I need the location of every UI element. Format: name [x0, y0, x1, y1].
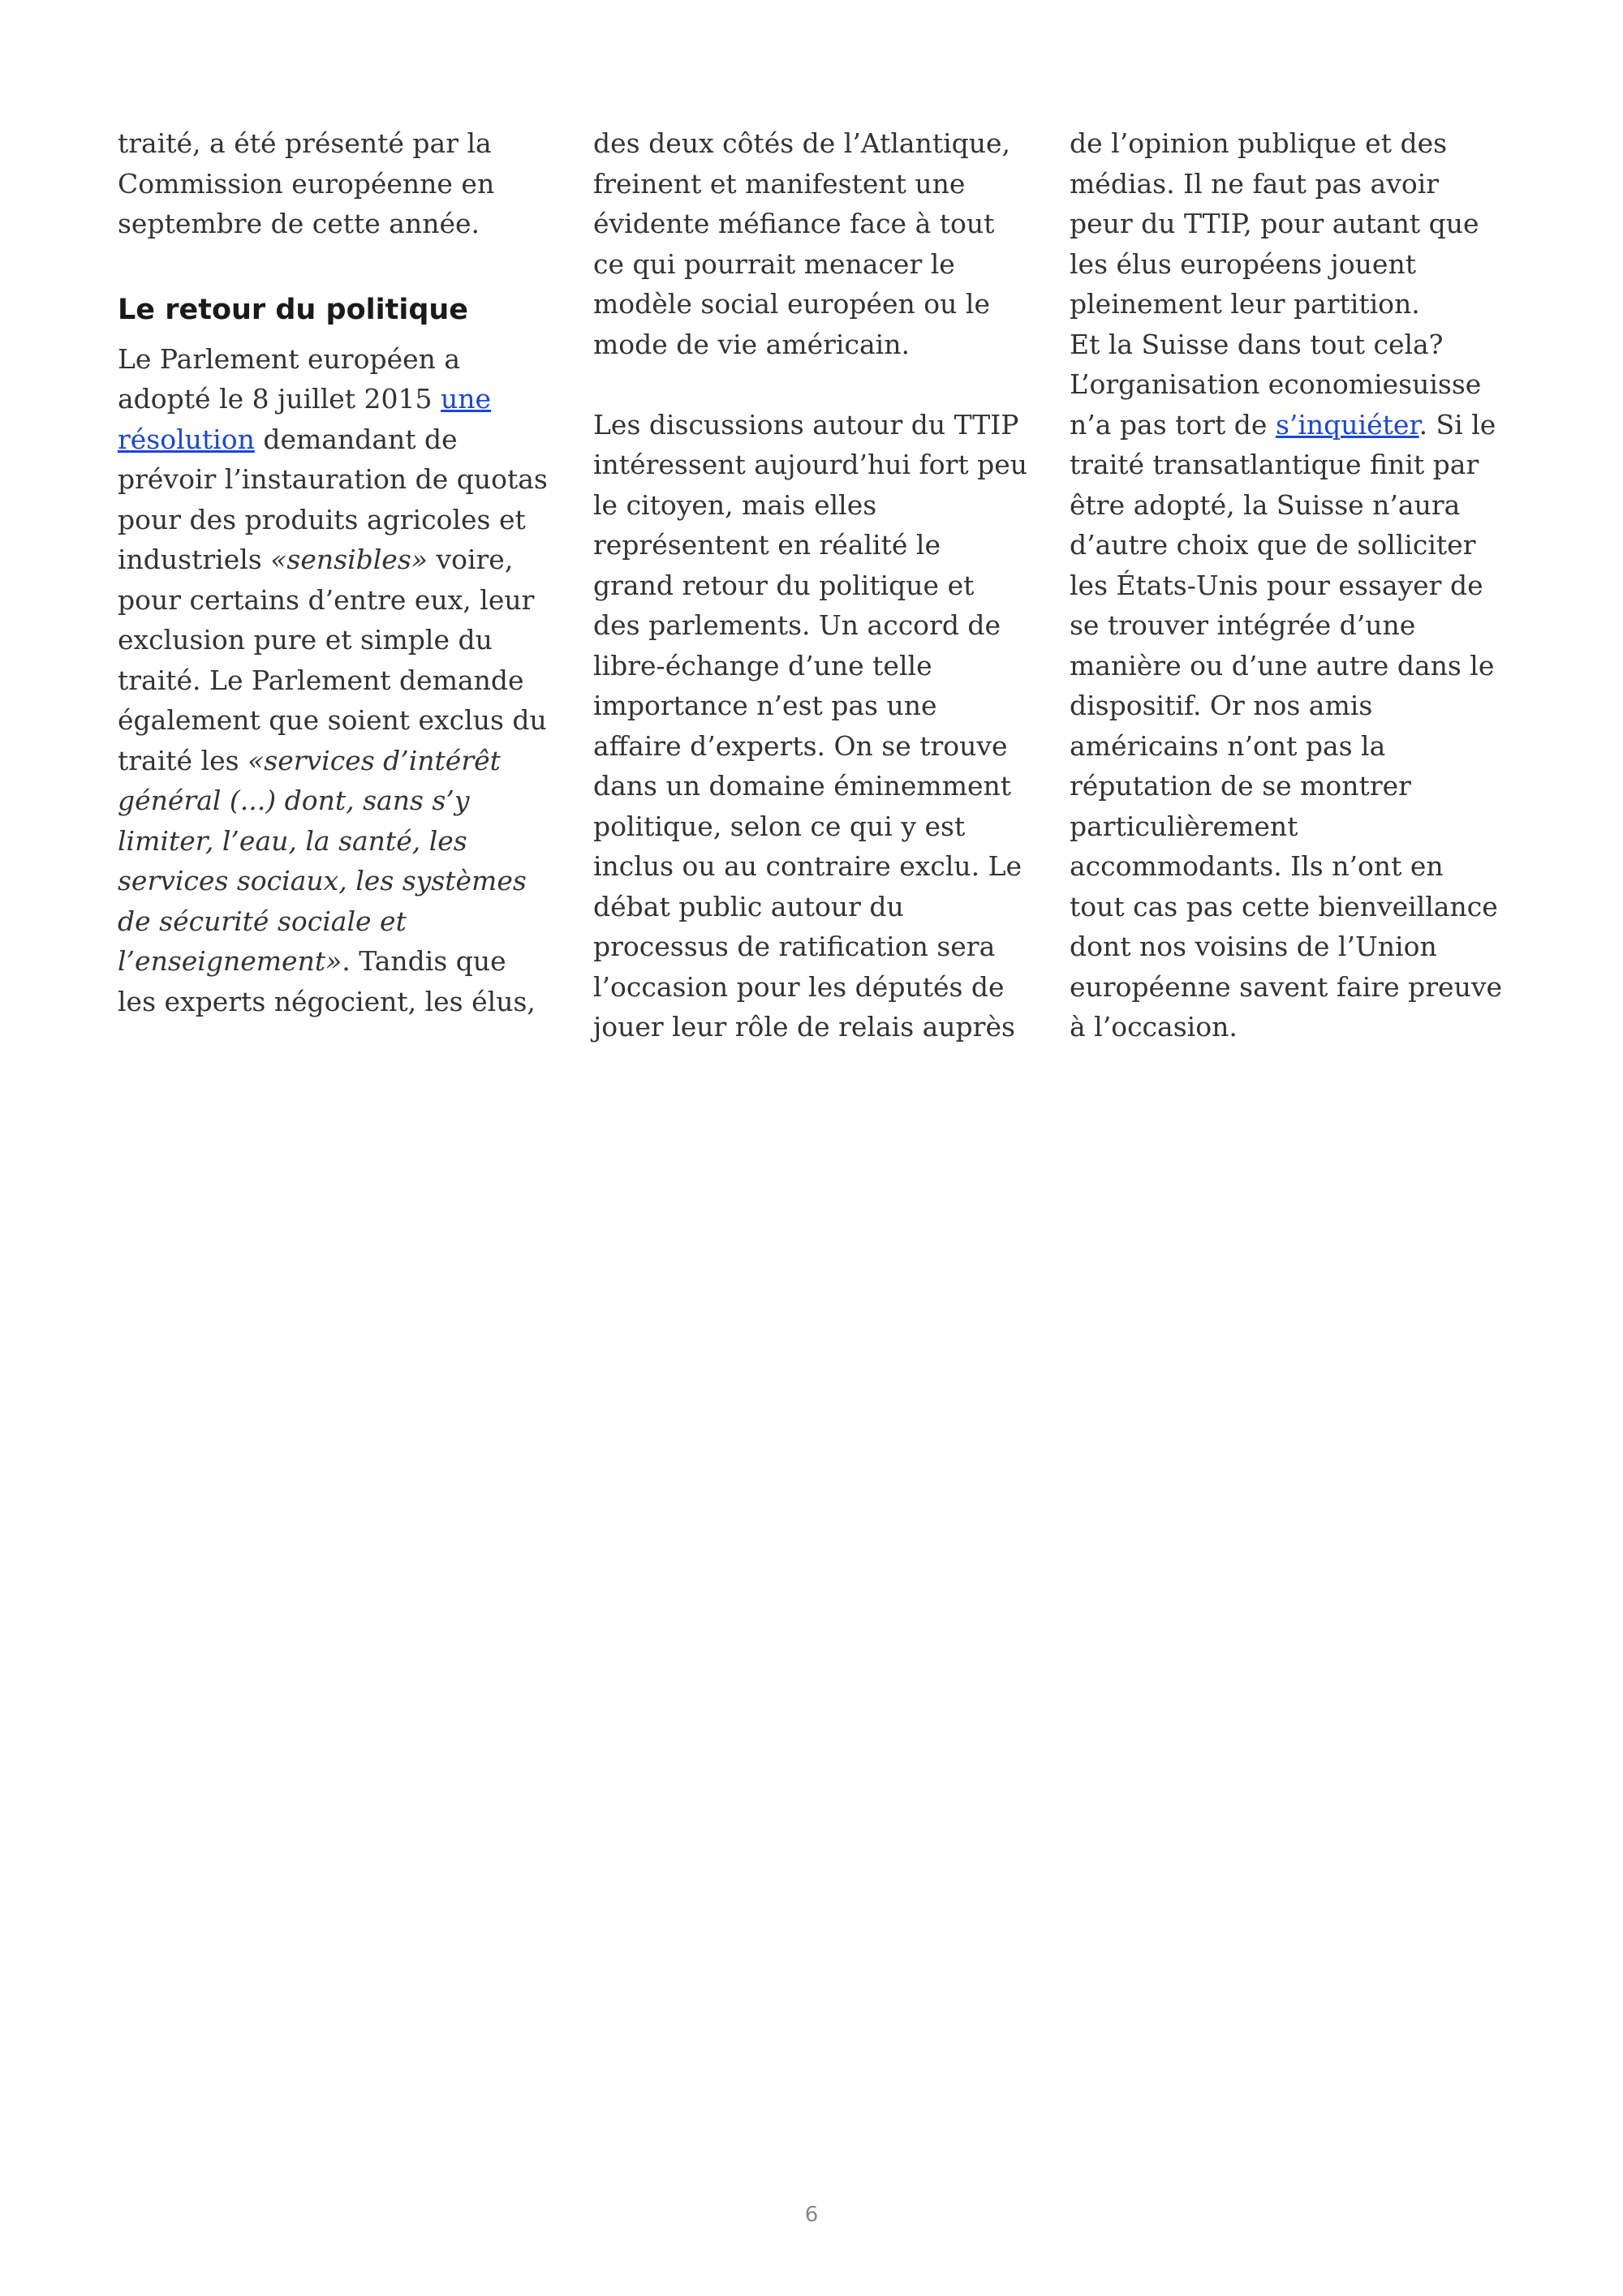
text-line: Et la Suisse dans tout cela?	[1070, 328, 1444, 360]
text-line: accommodants. Ils n’ont en	[1070, 850, 1444, 882]
text-line: pour certains d’entre eux, leur	[118, 583, 535, 616]
text-line	[118, 419, 560, 460]
text-line: dans un domaine éminemment	[593, 770, 1012, 802]
text-line	[118, 941, 560, 982]
text-line: débat public autour du	[593, 890, 904, 922]
text-line: les experts négocient, les élus,	[118, 985, 536, 1017]
text-line: l’occasion pour les députés de	[593, 970, 1005, 1003]
text-line: particulièrement	[1070, 810, 1298, 842]
text-line: processus de ratification sera	[593, 931, 996, 962]
text-line: ce qui pourrait menacer le	[593, 247, 955, 280]
text-fragment: . Tandis que	[342, 945, 506, 977]
italic-quote: l’enseignement»	[118, 945, 342, 977]
text-line: inclus ou au contraire exclu. Le	[593, 850, 1022, 882]
text-line: peur du TTIP, pour autant que	[1070, 208, 1479, 239]
text-line: pour des produits agricoles et	[118, 503, 526, 535]
text-line: politique, selon ce qui y est	[593, 810, 966, 842]
text-line: tout cas pas cette bienveillance	[1070, 890, 1498, 922]
text-line: manière ou d’une autre dans le	[1070, 649, 1495, 681]
text-line	[118, 379, 560, 419]
text-line: réputation de se montrer	[1070, 770, 1411, 802]
text-line: les élus européens jouent	[1070, 247, 1416, 280]
text-line: prévoir l’instauration de quotas	[118, 463, 548, 495]
text-line	[1070, 405, 1524, 445]
italic-quote: «services d’intérêt	[248, 744, 501, 776]
text-line: d’autre choix que de solliciter	[1070, 529, 1476, 561]
italic-quote: «sensibles»	[270, 544, 428, 575]
text-line: pleinement leur partition.	[1070, 288, 1420, 320]
text-line: européenne savent faire preuve	[1070, 970, 1503, 1003]
text-line: des parlements. Un accord de	[593, 609, 1001, 641]
text-line: médias. Il ne faut pas avoir	[1070, 167, 1440, 200]
text-line: de l’opinion publique et des	[1070, 127, 1448, 159]
paragraph-gap	[118, 244, 560, 285]
text-fragment: . Si le	[1419, 408, 1496, 441]
text-line: affaire d’experts. On se trouve	[593, 729, 1008, 762]
text-line: évidente méfiance face à tout	[593, 208, 995, 239]
text-line: freinent et manifestent une	[593, 167, 966, 200]
text-line: dispositif. Or nos amis	[1070, 690, 1373, 721]
text-line: traité. Le Parlement demande	[118, 664, 524, 696]
inquieter-link[interactable]: s’inquiéter	[1275, 408, 1419, 441]
resolution-link[interactable]: une	[441, 383, 492, 415]
text-fragment: industriels	[118, 544, 271, 575]
page-number: 6	[804, 2203, 819, 2227]
text-line	[118, 540, 560, 580]
text-line: septembre de cette année.	[118, 208, 480, 239]
text-line: grand retour du politique et	[593, 569, 975, 601]
text-line: Le Parlement européen a	[118, 342, 461, 375]
text-line: dont nos voisins de l’Union	[1070, 931, 1437, 962]
text-fragment: demandant de	[254, 423, 458, 455]
text-line: américains n’ont pas la	[1070, 729, 1386, 762]
text-line: mode de vie américain.	[593, 328, 910, 360]
text-line: importance n’est pas une	[593, 690, 937, 721]
column-3	[1070, 123, 1524, 1047]
resolution-link-continued[interactable]: résolution	[118, 423, 255, 455]
text-fragment: traité les	[118, 744, 248, 776]
italic-line: services sociaux, les systèmes	[118, 865, 527, 896]
italic-line: limiter, l’eau, la santé, les	[118, 824, 467, 857]
paragraph-gap	[593, 364, 1035, 405]
text-line: se trouver intégrée d’une	[1070, 609, 1416, 641]
text-fragment: n’a pas tort de	[1070, 408, 1276, 441]
text-line: représentent en réalité le	[593, 529, 941, 561]
column-1	[118, 123, 560, 1021]
text-line: jouer leur rôle de relais auprès	[593, 1011, 1015, 1043]
text-line: également que soient exclus du	[118, 704, 547, 736]
text-line: traité, a été présenté par la	[118, 127, 492, 159]
text-fragment: adopté le 8 juillet 2015	[118, 383, 441, 415]
text-line: libre-échange d’une telle	[593, 649, 932, 681]
text-line: intéressent aujourd’hui fort peu	[593, 449, 1028, 480]
column-2	[593, 123, 1035, 1047]
text-line: être adopté, la Suisse n’aura	[1070, 488, 1461, 521]
italic-line: de sécurité sociale et	[118, 905, 407, 937]
text-line: L’organisation economiesuisse	[1070, 368, 1482, 400]
text-line	[118, 741, 560, 781]
italic-line: général (...) dont, sans s’y	[118, 785, 470, 816]
text-line: les États-Unis pour essayer de	[1070, 569, 1483, 601]
text-line: exclusion pure et simple du	[118, 624, 493, 656]
text-line: Commission européenne en	[118, 167, 495, 200]
text-line: à l’occasion.	[1070, 1011, 1238, 1043]
text-line: des deux côtés de l’Atlantique,	[593, 127, 1011, 159]
section-heading: Le retour du politique	[118, 294, 469, 326]
text-line: le citoyen, mais elles	[593, 488, 877, 521]
text-line: modèle social européen ou le	[593, 288, 990, 320]
text-line: Les discussions autour du TTIP	[593, 408, 1019, 441]
text-line: traité transatlantique finit par	[1070, 449, 1479, 480]
text-fragment: voire,	[427, 544, 514, 575]
